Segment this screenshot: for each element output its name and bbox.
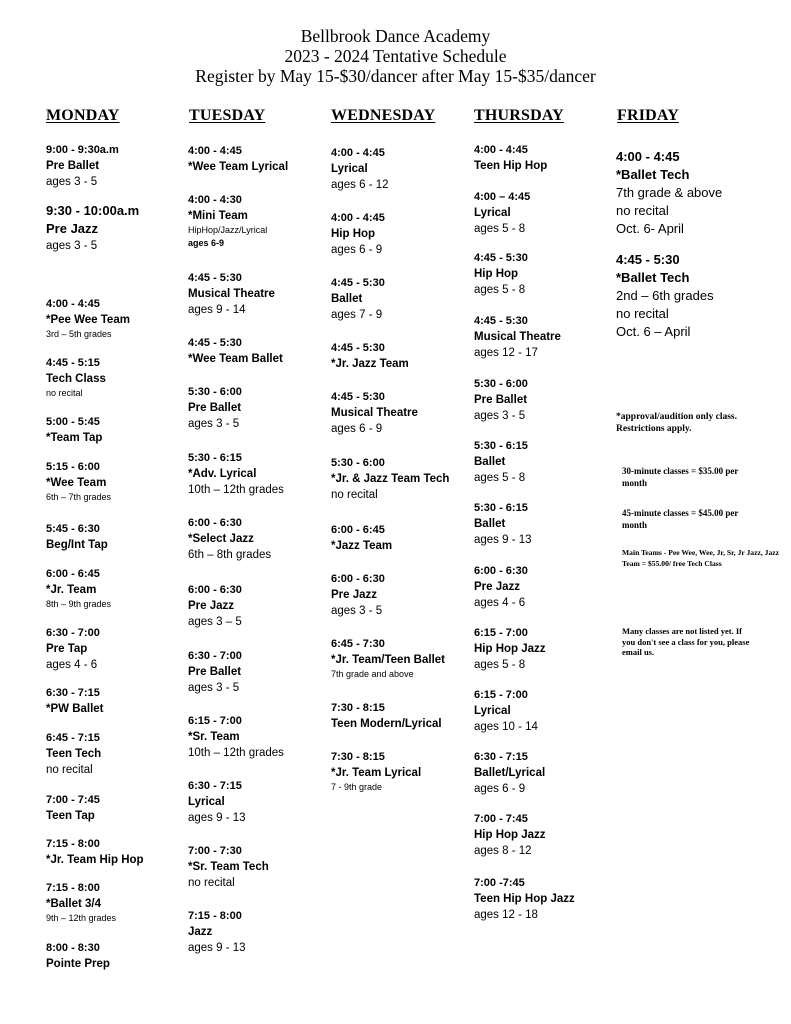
class-entry: [46, 296, 130, 341]
class-name: *Jr. & Jazz Team Tech: [331, 473, 450, 485]
class-entry: [474, 313, 561, 361]
class-entry: [188, 335, 283, 367]
class-name: Hip Hop: [474, 268, 519, 280]
wednesday-heading: WEDNESDAY: [331, 107, 436, 124]
class-time: 5:30 - 6:00: [474, 378, 528, 390]
class-time: 7:00 - 7:45: [46, 794, 100, 806]
class-detail: HipHop/Jazz/Lyrical: [188, 225, 268, 235]
class-entry: [474, 500, 532, 548]
class-detail: ages 4 - 6: [474, 597, 526, 609]
class-time: 5:30 - 6:00: [188, 386, 242, 398]
thursday-heading: THURSDAY: [474, 107, 564, 124]
class-name: *Jr. Team/Teen Ballet: [331, 654, 445, 666]
class-time: 4:00 - 4:45: [331, 212, 385, 224]
class-entry: [331, 210, 385, 258]
class-time: 8:00 - 8:30: [46, 942, 100, 954]
class-detail: no recital: [188, 877, 235, 889]
note-text: Main Teams - Pee Wee, Wee, Jr, Sr, Jr Jazz, Jazz Team = $55.00/ free Tech Class: [622, 548, 779, 568]
class-detail: 6th – 8th grades: [188, 549, 272, 561]
class-name: Teen Hip Hop Jazz: [474, 893, 575, 905]
class-time: 9:30 - 10:00a.m: [46, 203, 140, 218]
class-time: 4:45 - 5:15: [46, 357, 100, 369]
class-name: *Jazz Team: [331, 540, 393, 552]
class-name: Lyrical: [188, 796, 225, 808]
class-name: Pre Ballet: [188, 402, 242, 414]
class-detail: ages 3 - 5: [188, 682, 240, 694]
class-detail: ages 9 - 13: [188, 942, 246, 954]
class-time: 4:45 - 5:30: [188, 337, 242, 349]
class-entry: [331, 522, 392, 554]
class-name: Ballet: [474, 518, 506, 530]
note-thirty-minute: [622, 466, 740, 489]
class-time: 6:45 - 7:30: [331, 638, 385, 650]
class-entry: [331, 275, 385, 323]
class-detail: no recital: [616, 306, 669, 321]
class-entry: [474, 376, 528, 424]
class-time: 6:15 - 7:00: [474, 627, 528, 639]
class-name: *Wee Team Ballet: [188, 353, 283, 365]
class-entry: [474, 625, 546, 673]
class-time: 7:30 - 8:15: [331, 751, 385, 763]
class-time: 6:00 - 6:45: [46, 568, 100, 580]
class-time: 7:30 - 8:15: [331, 702, 385, 714]
class-detail: 10th – 12th grades: [188, 484, 284, 496]
class-entry: [188, 270, 275, 318]
class-entry: [188, 515, 271, 563]
class-time: 6:15 - 7:00: [188, 715, 242, 727]
class-name: Hip Hop: [331, 228, 376, 240]
class-entry: [46, 202, 139, 254]
class-entry: [331, 145, 389, 193]
class-entry: [46, 566, 111, 611]
class-detail: ages 3 - 5: [188, 418, 240, 430]
class-detail: 10th – 12th grades: [188, 747, 284, 759]
class-time: 9:00 - 9:30a.m: [46, 144, 119, 156]
class-name: Musical Theatre: [331, 407, 418, 419]
class-detail: Oct. 6 – April: [616, 324, 691, 339]
class-detail: ages 5 - 8: [474, 659, 526, 671]
class-entry: [46, 940, 110, 972]
class-name: *Sr. Team Tech: [188, 861, 269, 873]
class-name: Ballet/Lyrical: [474, 767, 546, 779]
note-text: 30-minute classes = $35.00 per month: [622, 466, 739, 488]
class-detail: ages 9 - 13: [474, 534, 532, 546]
class-entry: [331, 749, 421, 794]
class-detail: ages 12 - 18: [474, 909, 538, 921]
class-detail: ages 3 - 5: [474, 410, 526, 422]
class-entry: [188, 384, 242, 432]
class-detail: ages 5 - 8: [474, 472, 526, 484]
class-detail: no recital: [331, 489, 378, 501]
class-name: *Ballet Tech: [616, 167, 690, 182]
class-name: Pre Jazz: [474, 581, 521, 593]
friday-heading: FRIDAY: [617, 107, 679, 124]
class-detail: 2nd – 6th grades: [616, 288, 714, 303]
class-entry: [331, 340, 409, 372]
class-name: *Adv. Lyrical: [188, 468, 257, 480]
class-time: 5:30 - 6:00: [331, 457, 385, 469]
class-entry: [46, 521, 108, 553]
class-name: *Sr. Team: [188, 731, 240, 743]
class-name: *Jr. Team Lyrical: [331, 767, 422, 779]
class-detail: ages 7 - 9: [331, 309, 383, 321]
class-time: 7:00 - 7:45: [474, 813, 528, 825]
class-detail: ages 4 - 6: [46, 659, 98, 671]
class-detail: 7 - 9th grade: [331, 782, 383, 792]
class-time: 5:00 - 5:45: [46, 416, 100, 428]
class-time: 6:00 - 6:30: [474, 565, 528, 577]
class-time: 4:00 - 4:45: [46, 298, 100, 310]
class-name: *Ballet Tech: [616, 270, 690, 285]
class-entry: [188, 143, 288, 175]
class-time: 6:00 - 6:30: [331, 573, 385, 585]
class-detail: ages 3 - 5: [46, 240, 98, 252]
class-time: 5:45 - 6:30: [46, 523, 100, 535]
class-detail: ages 5 - 8: [474, 284, 526, 296]
class-time: 4:45 - 5:30: [331, 391, 385, 403]
class-time: 7:00 -7:45: [474, 877, 525, 889]
monday-heading: MONDAY: [46, 107, 120, 124]
class-entry: [188, 908, 246, 956]
class-name: Ballet: [474, 456, 506, 468]
class-name: Lyrical: [474, 207, 511, 219]
class-name: Pre Jazz: [188, 600, 235, 612]
class-name: *PW Ballet: [46, 703, 104, 715]
class-time: 4:00 - 4:45: [616, 149, 680, 164]
class-detail: 3rd – 5th grades: [46, 329, 112, 339]
class-detail: ages 6 - 12: [331, 179, 389, 191]
class-detail: ages 6 - 9: [474, 783, 526, 795]
class-entry: [331, 389, 418, 437]
class-detail: ages 9 - 14: [188, 304, 246, 316]
note-forty-five-minute: [622, 508, 740, 531]
class-entry: [188, 778, 246, 826]
class-entry: [46, 459, 111, 504]
class-name: *Jr. Team Hip Hop: [46, 854, 144, 866]
class-entry: [474, 438, 528, 486]
registration-note: Register by May 15-$30/dancer after May 15-$35/dancer: [195, 66, 596, 86]
class-entry: [46, 792, 100, 824]
note-text: 45-minute classes = $45.00 per month: [622, 508, 739, 530]
class-name: Pre Ballet: [474, 394, 528, 406]
class-time: 6:30 - 7:15: [46, 687, 100, 699]
class-name: Beg/Int Tap: [46, 539, 108, 551]
class-detail: ages 10 - 14: [474, 721, 538, 733]
class-entry: [188, 713, 284, 761]
class-time: 4:45 - 5:30: [474, 252, 528, 264]
class-name: *Wee Team Lyrical: [188, 161, 289, 173]
class-entry: [331, 700, 442, 732]
class-detail: no recital: [46, 388, 83, 398]
class-detail: ages 3 - 5: [331, 605, 383, 617]
class-entry: [46, 414, 102, 446]
class-entry: [474, 811, 546, 859]
class-time: 4:00 - 4:45: [331, 147, 385, 159]
class-name: Pre Tap: [46, 643, 88, 655]
class-entry: [46, 355, 106, 400]
class-time: 5:30 - 6:15: [474, 440, 528, 452]
class-name: Jazz: [188, 926, 213, 938]
class-entry: [331, 455, 449, 503]
class-time: 5:15 - 6:00: [46, 461, 100, 473]
class-name: Teen Tap: [46, 810, 95, 822]
class-entry: [46, 625, 100, 673]
class-detail: ages 8 - 12: [474, 845, 532, 857]
class-time: 4:45 - 5:30: [331, 342, 385, 354]
class-detail: ages 3 - 5: [46, 176, 98, 188]
class-time: 5:30 - 6:15: [188, 452, 242, 464]
class-name: Pre Ballet: [46, 160, 100, 172]
class-time: 6:00 - 6:30: [188, 517, 242, 529]
class-name: *Pee Wee Team: [46, 314, 130, 326]
class-time: 6:00 - 6:30: [188, 584, 242, 596]
class-time: 4:00 - 4:45: [188, 145, 242, 157]
class-detail: 8th – 9th grades: [46, 599, 112, 609]
class-detail: no recital: [46, 764, 93, 776]
class-entry: [616, 148, 722, 238]
class-detail: ages 6-9: [188, 238, 225, 248]
class-time: 6:15 - 7:00: [474, 689, 528, 701]
class-detail: 7th grade & above: [616, 185, 723, 200]
class-detail: ages 3 – 5: [188, 616, 242, 628]
class-entry: [474, 189, 530, 237]
class-time: 4:45 - 5:30: [616, 252, 680, 267]
class-name: Tech Class: [46, 373, 106, 385]
class-detail: Oct. 6- April: [616, 221, 684, 236]
academy-name: Bellbrook Dance Academy: [300, 26, 491, 46]
class-entry: [474, 687, 538, 735]
class-name: Ballet: [331, 293, 363, 305]
class-detail: ages 5 - 8: [474, 223, 526, 235]
class-name: *Mini Team: [188, 210, 248, 222]
class-detail: 9th – 12th grades: [46, 913, 117, 923]
class-time: 7:15 - 8:00: [46, 838, 100, 850]
class-entry: [474, 142, 547, 174]
class-name: *Wee Team: [46, 477, 107, 489]
note-not-listed: [622, 626, 750, 658]
class-time: 7:15 - 8:00: [46, 882, 100, 894]
class-time: 7:15 - 8:00: [188, 910, 242, 922]
class-time: 6:30 - 7:00: [188, 650, 242, 662]
class-time: 4:45 - 5:30: [474, 315, 528, 327]
class-name: Hip Hop Jazz: [474, 829, 546, 841]
class-entry: [46, 880, 116, 925]
class-entry: [46, 730, 101, 778]
note-main-teams: [622, 548, 782, 569]
class-detail: 6th – 7th grades: [46, 492, 112, 502]
class-name: *Select Jazz: [188, 533, 254, 545]
class-time: 5:30 - 6:15: [474, 502, 528, 514]
class-name: Lyrical: [331, 163, 368, 175]
class-time: 4:00 - 4:30: [188, 194, 242, 206]
class-name: Pre Ballet: [188, 666, 242, 678]
schedule-header: [0, 26, 791, 86]
class-time: 7:00 - 7:30: [188, 845, 242, 857]
class-name: Hip Hop Jazz: [474, 643, 546, 655]
class-entry: [474, 563, 528, 611]
note-text: Many classes are not listed yet. If you don't see a class for you, please email us.: [622, 626, 750, 657]
class-name: Teen Modern/Lyrical: [331, 718, 442, 730]
class-name: Teen Tech: [46, 748, 102, 760]
class-time: 4:45 - 5:30: [331, 277, 385, 289]
class-name: Lyrical: [474, 705, 511, 717]
class-detail: ages 6 - 9: [331, 244, 383, 256]
class-entry: [188, 450, 284, 498]
class-entry: [46, 685, 104, 717]
class-entry: [331, 636, 445, 681]
class-time: 6:45 - 7:15: [46, 732, 100, 744]
class-entry: [474, 749, 545, 797]
class-detail: no recital: [616, 203, 669, 218]
class-name: Musical Theatre: [188, 288, 275, 300]
note-text: *approval/audition only class. Restrictions apply.: [616, 412, 737, 434]
class-name: *Jr. Team: [46, 584, 97, 596]
class-time: 4:45 - 5:30: [188, 272, 242, 284]
class-detail: ages 6 - 9: [331, 423, 383, 435]
class-entry: [46, 836, 144, 868]
class-detail: ages 9 - 13: [188, 812, 246, 824]
class-name: Musical Theatre: [474, 331, 561, 343]
class-entry: [188, 192, 267, 250]
class-time: 6:30 - 7:00: [46, 627, 100, 639]
note-approval: [616, 411, 774, 435]
class-entry: [188, 648, 242, 696]
class-time: 4:00 – 4:45: [474, 191, 531, 203]
class-detail: ages 12 - 17: [474, 347, 538, 359]
class-entry: [46, 142, 119, 190]
class-entry: [188, 843, 269, 891]
class-entry: [616, 251, 714, 341]
class-name: Teen Hip Hop: [474, 160, 548, 172]
class-detail: 7th grade and above: [331, 669, 414, 679]
class-name: Pre Jazz: [46, 221, 99, 236]
class-entry: [188, 582, 242, 630]
class-entry: [474, 250, 528, 298]
class-time: 6:30 - 7:15: [474, 751, 528, 763]
class-time: 6:00 - 6:45: [331, 524, 385, 536]
tuesday-heading: TUESDAY: [189, 107, 266, 124]
schedule-title: 2023 - 2024 Tentative Schedule: [284, 46, 507, 66]
class-entry: [474, 875, 575, 923]
class-name: *Ballet 3/4: [46, 898, 101, 910]
class-name: Pointe Prep: [46, 958, 110, 970]
class-time: 4:00 - 4:45: [474, 144, 528, 156]
class-name: *Jr. Jazz Team: [331, 358, 409, 370]
class-name: *Team Tap: [46, 432, 103, 444]
class-time: 6:30 - 7:15: [188, 780, 242, 792]
class-name: Pre Jazz: [331, 589, 378, 601]
class-entry: [331, 571, 385, 619]
